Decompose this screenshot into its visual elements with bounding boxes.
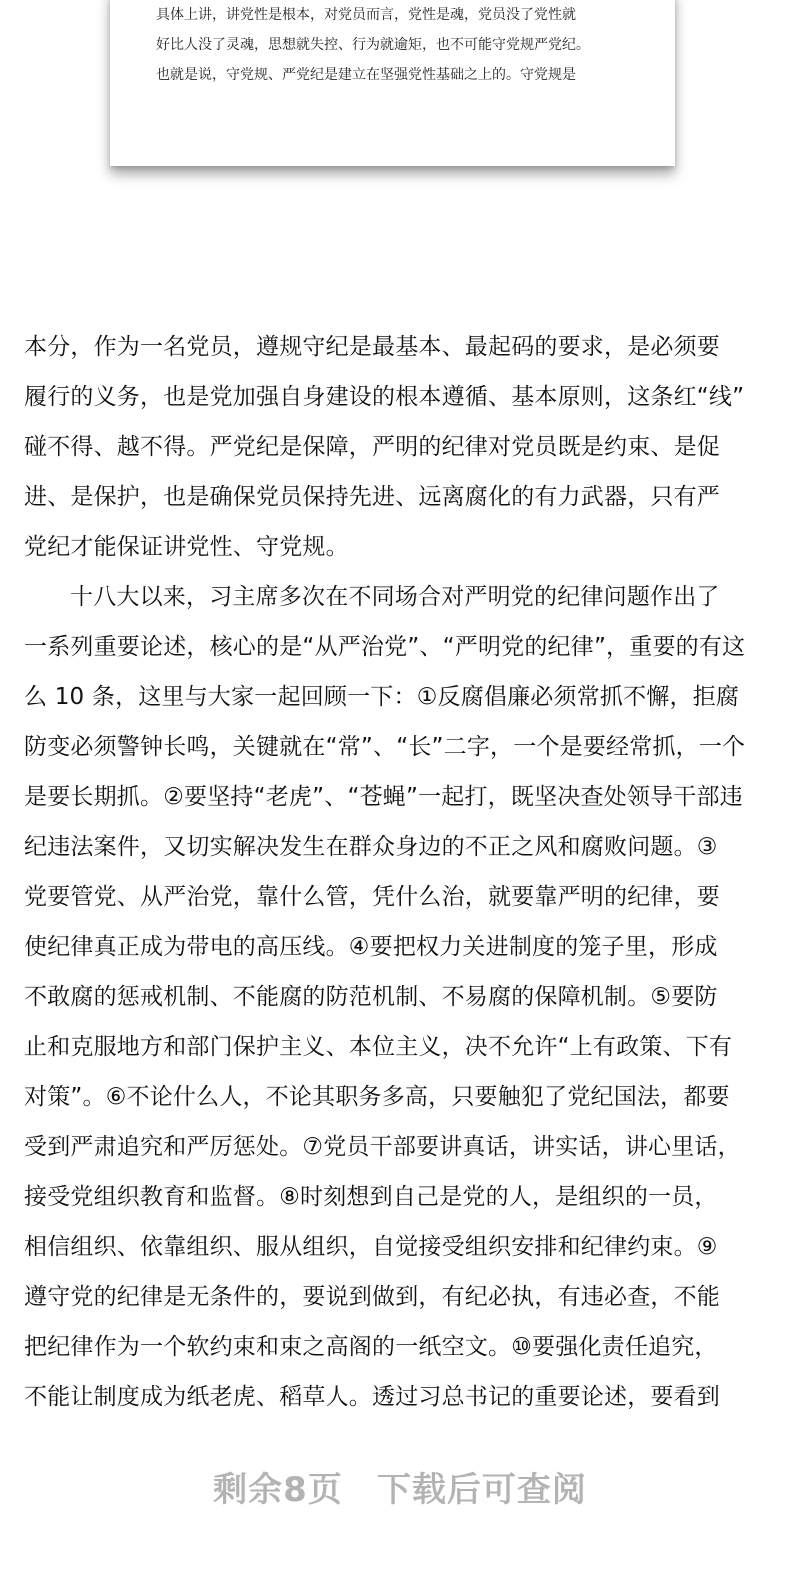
body-line: 么 10 条，这里与大家一起回顾一下：①反腐倡廉必须常抓不懈，拒腐 bbox=[24, 684, 740, 710]
download-hint-label: 下载后可查阅 bbox=[376, 1470, 587, 1510]
preview-line: 具体上讲，讲党性是根本，对党员而言，党性是魂，党员没了党性就 bbox=[156, 7, 576, 23]
body-line: 遵守党的纪律是无条件的，要说到做到，有纪必执，有违必查，不能 bbox=[24, 1284, 720, 1310]
body-line: 把纪律作为一个软约束和束之高阁的一纸空文。⑩要强化责任追究， bbox=[24, 1334, 718, 1360]
remaining-pages-label: 剩余8页 bbox=[213, 1470, 343, 1510]
body-line: 使纪律真正成为带电的高压线。④要把权力关进制度的笼子里，形成 bbox=[24, 934, 718, 960]
body-line: 一系列重要论述，核心的是“从严治党”、“严明党的纪律”，重要的有这 bbox=[24, 634, 746, 660]
body-line: 对策”。⑥不论什么人，不论其职务多高，只要触犯了党纪国法，都要 bbox=[24, 1084, 730, 1110]
body-line: 党要管党、从严治党，靠什么管，凭什么治，就要靠严明的纪律，要 bbox=[24, 884, 720, 910]
body-line: 履行的义务，也是党加强自身建设的根本遵循、基本原则，这条红“线” bbox=[24, 384, 745, 410]
body-line: 纪违法案件，又切实解决发生在群众身边的不正之风和腐败问题。③ bbox=[24, 834, 718, 860]
preview-line: 好比人没了灵魂，思想就失控、行为就逾矩，也不可能守党规严党纪。 bbox=[156, 37, 590, 53]
paragraph-start-line: 十八大以来，习主席多次在不同场合对严明党的纪律问题作出了 bbox=[70, 584, 720, 610]
body-line: 是要长期抓。②要坚持“老虎”、“苍蝇”一起打，既坚决查处领导干部违 bbox=[24, 784, 743, 810]
document-body bbox=[24, 322, 772, 1422]
preview-line: 也就是说，守党规、严党纪是建立在坚强党性基础之上的。守党规是 bbox=[156, 67, 576, 83]
body-line: 党纪才能保证讲党性、守党规。 bbox=[24, 534, 349, 560]
preview-text bbox=[156, 0, 636, 90]
body-line: 防变必须警钟长鸣，关键就在“常”、“长”二字，一个是要经常抓，一个 bbox=[24, 734, 746, 760]
body-line: 相信组织、依靠组织、服从组织，自觉接受组织安排和纪律约束。⑨ bbox=[24, 1234, 718, 1260]
body-line: 受到严肃追究和严厉惩处。⑦党员干部要讲真话，讲实话，讲心里话， bbox=[24, 1134, 741, 1160]
body-line: 进、是保护，也是确保党员保持先进、远离腐化的有力武器，只有严 bbox=[24, 484, 720, 510]
preview-card bbox=[110, 0, 675, 166]
body-line: 不能让制度成为纸老虎、稻草人。透过习总书记的重要论述，要看到 bbox=[24, 1384, 720, 1410]
body-line: 碰不得、越不得。严党纪是保障，严明的纪律对党员既是约束、是促 bbox=[24, 434, 720, 460]
download-prompt[interactable] bbox=[0, 1462, 800, 1511]
body-line: 止和克服地方和部门保护主义、本位主义，决不允许“上有政策、下有 bbox=[24, 1034, 733, 1060]
body-line: 不敢腐的惩戒机制、不能腐的防范机制、不易腐的保障机制。⑤要防 bbox=[24, 984, 718, 1010]
body-line: 本分，作为一名党员，遵规守纪是最基本、最起码的要求，是必须要 bbox=[24, 334, 720, 360]
body-line: 接受党组织教育和监督。⑧时刻想到自己是党的人，是组织的一员， bbox=[24, 1184, 718, 1210]
